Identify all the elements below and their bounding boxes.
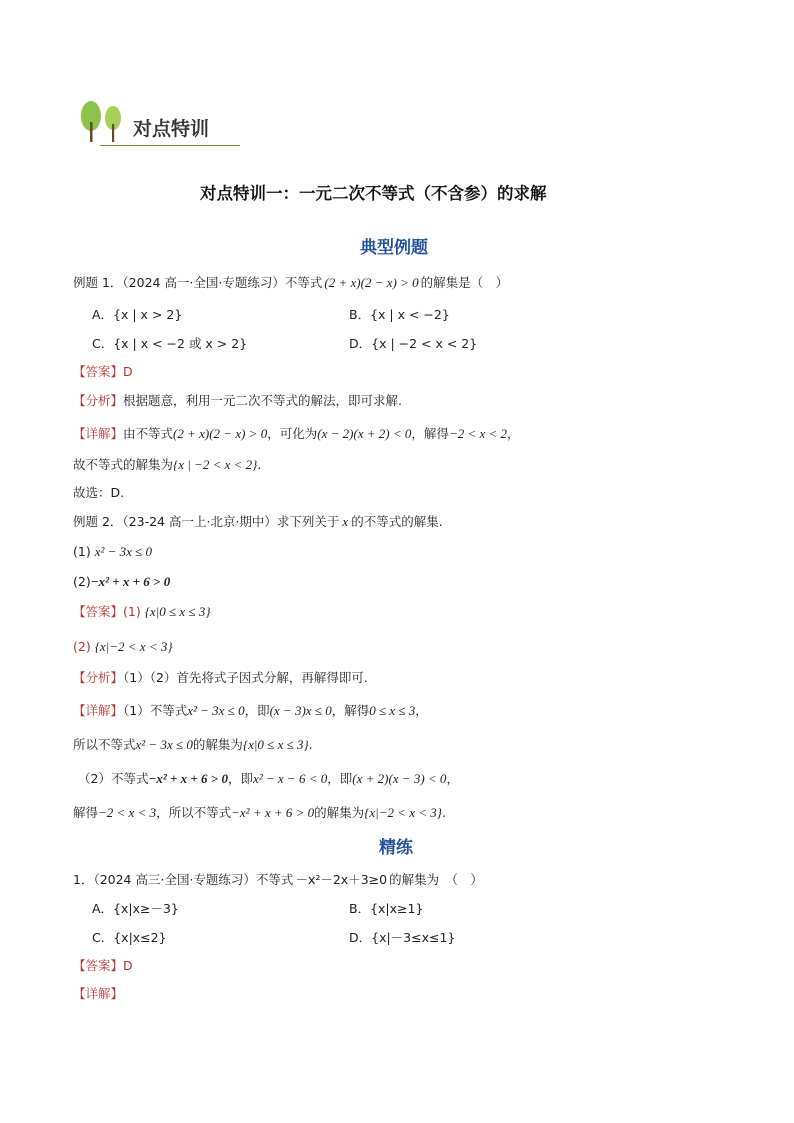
ex1-option-c[interactable]: C．{x | x < −2 或 x > 2} (92, 336, 248, 351)
ex1-answer: 【答案】D (73, 364, 133, 379)
ex2-detail-line4: 解得−2 < x < 3，所以不等式−x² + x + 6 > 0的解集为{x|−2 < x < 3}. (73, 805, 446, 820)
p1-option-c[interactable]: C．{x|x≤2} (92, 930, 167, 945)
ex1-analysis: 【分析】根据题意，利用一元二次不等式的解法，即可求解. (73, 393, 402, 408)
ex1-detail-line1: 【详解】由不等式(2 + x)(2 − x) > 0，可化为(x − 2)(x + 2) < 0，解得−2 < x < 2， (73, 426, 520, 441)
tree-icon (78, 98, 128, 144)
ex1-choose: 故选：D. (73, 485, 125, 500)
ex1-option-a[interactable]: A．{x | x > 2} (92, 307, 183, 322)
ex2-detail-line3: （2）不等式−x² + x + 6 > 0，即x² − x − 6 < 0，即(x + 2)(x − 3) < 0， (78, 771, 459, 786)
header-logo (78, 98, 243, 148)
ex1-stem-math: (2 + x)(2 − x) > 0 (324, 275, 419, 290)
subsection-title-practice: 精练 (379, 838, 413, 858)
ex2-q1: (1) x² − 3x ≤ 0 (73, 544, 153, 559)
ex1-option-b[interactable]: B．{x | x < −2} (349, 307, 450, 322)
ex1-stem: 例题 1．（2024 高一·全国·专题练习）不等式 (2 + x)(2 − x) > 0 的解集是（ ） (73, 275, 509, 290)
section-title: 对点特训一：一元二次不等式（不含参）的求解 (200, 184, 547, 203)
header-title: 对点特训 (133, 118, 210, 140)
ex2-analysis: 【分析】（1）（2）首先将式子因式分解，再解得即可. (73, 670, 368, 685)
ex1-option-d[interactable]: D．{x | −2 < x < 2} (349, 336, 478, 351)
p1-option-d[interactable]: D．{x|－3≤x≤1} (349, 930, 456, 945)
p1-stem: 1．（2024 高三·全国·专题练习）不等式 －x²－2x＋3≥0 的解集为 （ ） (73, 872, 483, 887)
header-underline (100, 145, 240, 146)
ex2-q2: (2)−x² + x + 6 > 0 (73, 574, 171, 589)
p1-answer: 【答案】D (73, 958, 133, 973)
ex1-detail-line2: 故不等式的解集为{x | −2 < x < 2}. (73, 457, 262, 472)
ex2-detail-line2: 所以不等式x² − 3x ≤ 0的解集为{x|0 ≤ x ≤ 3}. (73, 737, 313, 752)
ex2-answer-2: (2) {x|−2 < x < 3} (73, 639, 173, 654)
p1-detail-label: 【详解】 (73, 986, 124, 1001)
ex2-detail-line1: 【详解】（1）不等式x² − 3x ≤ 0，即(x − 3)x ≤ 0，解得0 ≤ x ≤ 3， (73, 703, 428, 718)
p1-option-b[interactable]: B．{x|x≥1} (349, 901, 424, 916)
p1-option-a[interactable]: A．{x|x≥－3} (92, 901, 179, 916)
subsection-title-examples: 典型例题 (360, 238, 428, 258)
ex2-answer-1: 【答案】(1) {x|0 ≤ x ≤ 3} (73, 604, 211, 619)
ex2-stem: 例题 2．（23-24 高一上·北京·期中）求下列关于 x 的不等式的解集. (73, 514, 443, 529)
